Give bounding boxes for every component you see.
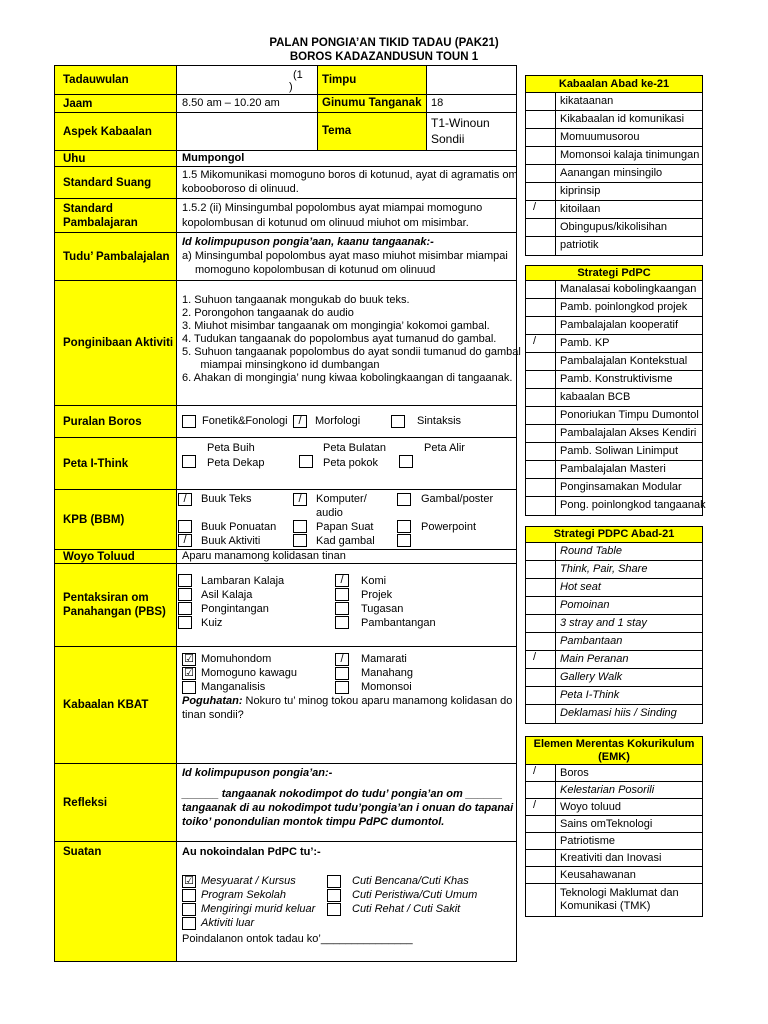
emk-item-label: Kreativiti dan Inovasi [560,852,662,864]
label-aspek: Aspek Kabaalan [55,113,177,150]
abad-checkbox[interactable] [526,147,556,164]
abad21-item-label: Pambantaan [560,635,623,647]
emk-checkbox[interactable] [526,782,556,798]
activity-item: 3. Miuhot misimbar tangaanak om mongingia’ kokomoi gambal. [182,320,490,332]
strategi-item [526,317,702,335]
checkbox-momonsoi[interactable] [335,681,349,694]
checkbox-pambantangan[interactable] [335,616,349,629]
abad-checkbox[interactable] [526,93,556,110]
row-puralan: Puralan Boros Fonetik&Fonologi / Morfologi Sintaksis [55,406,516,438]
checkbox-gambal-poster[interactable] [397,493,411,506]
abad21-checkbox[interactable] [526,705,556,723]
abad21-item-label: Gallery Walk [560,671,623,683]
label-woyo: Woyo Toluud [55,550,177,563]
emk-item [526,867,702,884]
abad-checkbox[interactable] [526,237,556,255]
activity-item: miampai minsingkono id dumbangan [182,359,380,371]
strategi-item [526,371,702,389]
tema-value-line2: Sondii [431,132,465,146]
panel-emk-title: Elemen Merentas Kokurikulum (EMK) [526,737,702,765]
strategi-item-label: Pamb. KP [560,337,610,349]
strategi-item-label: Pong. poinlongkod tangaanak [560,499,706,511]
checkbox-projek[interactable] [335,588,349,601]
emk-item [526,782,702,799]
abad-item-label: kiprinsip [560,185,601,197]
abad21-item-label: Round Table [560,545,622,557]
header-subtitle: BOROS KADAZANDUSUN TOUN 1 [289,51,479,63]
emk-checkbox[interactable] [526,816,556,832]
strategi-item-label: Pamb. poinlongkod projek [560,301,688,313]
row-suatan: Suatan Au nokoindalan PdPC tu’:- ☑ Mesyuarat / Kursus Program Sekolah Mengiringi murid keluar Aktiviti luar Cuti Bencana/Cuti Khas Cuti Peristiwa/Cuti Umum Cuti Rehat / Cuti Sakit Poindalanon ontok tadau ko’_______________ [55,842,516,961]
emk-checkbox[interactable] [526,884,556,916]
checkbox-manganalisis[interactable] [182,681,196,694]
strategi-item [526,281,702,299]
abad-item [526,165,702,183]
panel-abad-21 [525,75,703,256]
abad21-item-label: Main Peranan [560,653,629,665]
checkbox-morfologi[interactable]: / [293,415,307,428]
abad-item-label: patriotik [560,239,599,251]
panel-abad21-title: Strategi PDPC Abad-21 [526,527,702,543]
checkbox-asil[interactable] [178,588,192,601]
abad-item [526,93,702,111]
strategi-item-label: Pamb. Konstruktivisme [560,373,673,385]
checkbox-cuti-rehat[interactable] [327,903,341,916]
abad21-item [526,615,702,633]
emk-item-label: Boros [560,767,589,779]
emk-item [526,850,702,867]
abad21-item [526,597,702,615]
checkbox-komputer[interactable]: / [293,493,307,506]
emk-item-label: Patriotisme [560,835,616,847]
abad21-item [526,705,702,723]
strategi-item [526,479,702,497]
checkbox-kuiz[interactable] [178,616,192,629]
row-uhu [55,151,516,167]
abad-item [526,201,702,219]
abad-item-label: kitoilaan [560,203,601,215]
abad21-item-label: Pomoinan [560,599,610,611]
strategi-checkbox[interactable] [526,281,556,298]
panel-abad21 [525,526,703,724]
row-standard-suang: Standard Suang 1.5 Mikomunikasi momoguno boros di kotunud, ayat di agramatis om kobooboroso di olinuud. [55,167,516,199]
tadauwulan-value[interactable]: (1 ) [289,69,303,93]
abad-item [526,183,702,201]
row-refleksi: Refleksi Id kolimpupuson pongia’an:- ______ tangaanak nokodimpot do tudu’ pongia’an om ______ tangaanak di au nokodimpot tudu’pongia’an i onuan do tapanai toiko’ ponondulian montok timpu PdPC dumontol. [55,764,516,842]
uhu-value: Mumpongol [182,152,245,164]
abad-item [526,237,702,255]
label-ponginibaan: Ponginibaan Aktiviti [55,281,177,405]
abad-item [526,219,702,237]
emk-item [526,799,702,816]
abad21-item [526,651,702,669]
strategi-item [526,353,702,371]
abad21-checkbox[interactable] [526,633,556,650]
checkbox-program[interactable] [182,889,196,902]
abad21-item [526,579,702,597]
checkbox-momoguno-kawagu[interactable]: ☑ [182,667,196,680]
strategi-item-label: Ponoriukan Timpu Dumontol [560,409,699,421]
strategi-checkbox[interactable] [526,299,556,316]
jaam-value[interactable]: 8.50 am – 10.20 am [182,97,280,109]
label-suatan: Suatan [55,842,177,961]
checkbox-peta-bulatan[interactable] [299,455,313,468]
emk-checkbox[interactable] [526,833,556,849]
abad-checkbox[interactable] [526,219,556,236]
ginumu-value: 18 [431,97,444,109]
row-pbs: Pentaksiran om Panahangan (PBS) Lambaran Kalaja Asil Kalaja Pongintangan Kuiz / Komi Projek Tugasan Pambantangan [55,564,516,647]
checkbox-extra[interactable] [397,534,411,547]
checkbox-buuk-teks[interactable]: / [178,493,192,506]
checkbox-powerpoint[interactable] [397,520,411,533]
checkbox-manahang[interactable] [335,667,349,680]
checkbox-papan-suat[interactable] [293,520,307,533]
strategi-checkbox[interactable] [526,461,556,478]
row-jaam [55,95,516,113]
emk-item [526,765,702,782]
strategi-checkbox[interactable] [526,353,556,370]
strategi-item [526,299,702,317]
row-kbat: Kabaalan KBAT ☑ Momuhondom ☑ Momoguno kawagu Manganalisis / Mamarati Manahang Momonsoi Poguhatan: Nokuro tu’ minog tokou aparu manamong kolidasan do tinan sondii? [55,647,516,764]
abad-checkbox[interactable]: / [526,201,556,218]
strategi-item-label: Pambalajalan Masteri [560,463,666,475]
abad21-checkbox[interactable] [526,543,556,560]
abad21-item [526,669,702,687]
strategi-item-label: Pambalajalan Kontekstual [560,355,688,367]
strategi-item [526,389,702,407]
abad-item-label: Momonsoi kalaja tinimungan [560,149,700,161]
strategi-checkbox[interactable] [526,407,556,424]
kbat-question: Poguhatan: Nokuro tu’ minog tokou aparu manamong kolidasan do [182,695,513,707]
strategi-item [526,335,702,353]
panel-emk [525,736,703,917]
label-kbat: Kabaalan KBAT [55,647,177,763]
strategi-item [526,425,702,443]
activity-item: 1. Suhuon tangaanak mongukab do buuk teks. [182,294,410,306]
abad-item [526,111,702,129]
checkbox-komi[interactable]: / [335,574,349,587]
checkbox-cuti-bencana[interactable] [327,875,341,888]
row-standard-pambalajaran: Standard Pambalajaran 1.5.2 (ii) Minsingumbal popolombus ayat miampai momoguno kopolombusan di kotunud om olinuud miuhot om misimbar. [55,199,516,233]
checkbox-lambaran[interactable] [178,574,192,587]
checkbox-tugasan[interactable] [335,602,349,615]
strategi-item-label: Ponginsamakan Modular [560,481,682,493]
emk-item-label: Teknologi Maklumat dan [560,887,679,899]
row-ponginibaan [55,281,521,406]
abad-checkbox[interactable] [526,111,556,128]
emk-item [526,816,702,833]
abad21-checkbox[interactable] [526,615,556,632]
abad21-item-label: Peta I-Think [560,689,620,701]
strategi-item [526,497,706,515]
label-standard-suang: Standard Suang [55,167,177,198]
strategi-item-label: Pambalajalan kooperatif [560,319,679,331]
label-uhu: Uhu [55,151,177,166]
checkbox-pongintangan[interactable] [178,602,192,615]
checkbox-mengiringi[interactable] [182,903,196,916]
tema-value-line1: T1-Winoun [431,116,490,130]
label-refleksi: Refleksi [55,764,177,841]
abad21-checkbox[interactable] [526,597,556,614]
woyo-value: Aparu manamong kolidasan tinan [182,550,346,562]
abad21-item-label: Think, Pair, Share [560,563,648,575]
abad-item-label: kikataanan [560,95,614,107]
emk-item-label: Komunikasi (TMK) [560,900,651,912]
strategi-checkbox[interactable] [526,497,556,515]
checkbox-peta-buih[interactable] [182,455,196,468]
emk-item-label: Woyo toluud [560,801,621,813]
abad-checkbox[interactable] [526,129,556,146]
strategi-checkbox[interactable] [526,389,556,406]
activity-item: 6. Ahakan di mongingia’ nung kiwaa kobolingkaangan di tangaanak. [182,372,513,384]
checkbox-fonetik[interactable] [182,415,196,428]
row-tadauwulan [55,66,516,95]
activity-item: 5. Suhuon tangaanak popolombus do ayat sondii tumanud do gambal [182,346,521,358]
checkbox-kad-gambal[interactable] [293,534,307,547]
label-peta: Peta I-Think [55,438,177,489]
checkbox-momuhondom[interactable]: ☑ [182,653,196,666]
panel-abad-title: Kabaalan Abad ke-21 [526,76,702,93]
emk-checkbox[interactable] [526,867,556,883]
label-pbs: Pentaksiran om Panahangan (PBS) [55,564,177,646]
row-peta: Peta I-Think Peta Buih Peta Dekap Peta Bulatan Peta pokok Peta Alir [55,438,516,490]
abad-item-label: Momuumusorou [560,131,640,143]
label-tudu: Tudu’ Pambalajalan [55,233,177,280]
label-jaam: Jaam [55,95,177,112]
checkbox-cuti-peristiwa[interactable] [327,889,341,902]
emk-item-label: Kelestarian Posorili [560,784,655,796]
checkbox-peta-alir[interactable] [399,455,413,468]
row-aspek [55,113,516,151]
abad21-item [526,561,702,579]
strategi-item-label: Manalasai kobolingkaangan [560,283,697,295]
strategi-checkbox[interactable] [526,443,556,460]
abad21-checkbox[interactable] [526,579,556,596]
checkbox-buuk-aktiviti[interactable]: / [178,534,192,547]
header-title: PALAN PONGIA’AN TIKID TADAU (PAK21) [269,37,499,49]
emk-item [526,833,702,850]
abad21-item-label: Hot seat [560,581,601,593]
label-tadauwulan: Tadauwulan [55,66,177,94]
abad-item-label: Obingupus/kikolisihan [560,221,668,233]
strategi-checkbox[interactable]: / [526,335,556,352]
abad21-item [526,543,702,561]
panel-strategi [525,265,706,516]
strategi-item-label: Pamb. Soliwan Linimput [560,445,679,457]
label-ginumu: Ginumu Tanganak [317,95,427,112]
row-tudu: Tudu’ Pambalajalan Id kolimpupuson pongia’aan, kaanu tangaanak:- a) Minsingumbal popolombus ayat maso miuhot misimbar miampai momoguno kopolombusan di kotunud om olinuud [55,233,516,281]
activity-list [182,294,521,385]
abad-item-label: Kikabaalan id komunikasi [560,113,685,125]
row-woyo [55,550,516,564]
strategi-checkbox[interactable] [526,371,556,388]
label-kpb: KPB (BBM) [55,490,177,549]
emk-item-label: Sains omTeknologi [560,818,653,830]
row-kpb: KPB (BBM) / Buuk Teks Buuk Ponuatan / Buuk Aktiviti / Komputer/ audio Papan Suat Kad gambal Gambal/poster Powerpoint [55,490,516,550]
strategi-checkbox[interactable] [526,479,556,496]
strategi-checkbox[interactable] [526,317,556,334]
lesson-plan-form [54,65,521,962]
abad21-checkbox[interactable] [526,669,556,686]
checkbox-aktiviti-luar[interactable] [182,917,196,930]
checkbox-sintaksis[interactable] [391,415,405,428]
emk-item-label: Keusahawanan [560,869,636,881]
abad21-checkbox[interactable] [526,561,556,578]
emk-item [526,884,702,916]
abad-item [526,147,702,165]
abad-checkbox[interactable] [526,183,556,200]
abad-checkbox[interactable] [526,165,556,182]
emk-checkbox[interactable]: / [526,799,556,815]
label-standard-pambalajaran: Standard Pambalajaran [55,199,177,232]
strategi-item [526,461,702,479]
activity-item: 2. Porongohon tangaanak do audio [182,307,354,319]
strategi-item [526,407,702,425]
document-header [0,36,768,64]
abad-item-label: Aanangan minsingilo [560,167,663,179]
checkbox-buuk-ponuatan[interactable] [178,520,192,533]
checkbox-mamarati[interactable]: / [335,653,349,666]
abad21-checkbox[interactable]: / [526,651,556,668]
strategi-item-label: Pambalajalan Akses Kendiri [560,427,697,439]
suatan-footer: Poindalanon ontok tadau ko’_______________ [182,933,413,945]
label-puralan: Puralan Boros [55,406,177,437]
emk-checkbox[interactable] [526,850,556,866]
abad21-checkbox[interactable] [526,687,556,704]
label-timpu: Timpu [317,66,427,94]
strategi-item [526,443,702,461]
abad21-item [526,687,702,705]
strategi-item-label: kabaalan BCB [560,391,631,403]
abad-item [526,129,702,147]
abad21-item [526,633,702,651]
emk-checkbox[interactable]: / [526,765,556,781]
label-tema: Tema [317,113,427,150]
strategi-checkbox[interactable] [526,425,556,442]
abad21-item-label: 3 stray and 1 stay [560,617,647,629]
panel-strategi-title: Strategi PdPC [526,266,702,281]
activity-item: 4. Tudukan tangaanak do popolombus ayat tumanud do gambal. [182,333,497,345]
checkbox-mesyuarat[interactable]: ☑ [182,875,196,888]
abad21-item-label: Deklamasi hiis / Sinding [560,707,677,719]
